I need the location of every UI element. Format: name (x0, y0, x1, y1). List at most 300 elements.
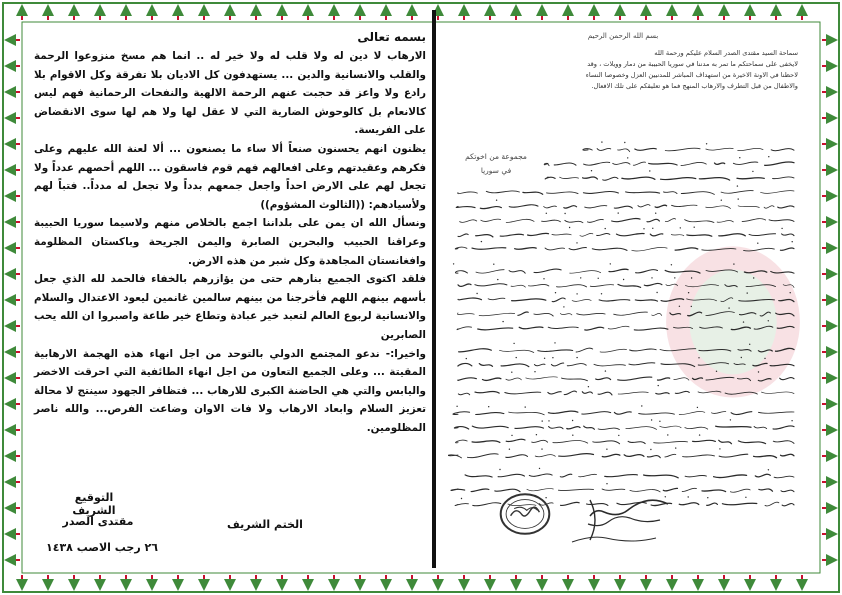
handwriting-stroke (633, 162, 645, 165)
handwriting-stroke (458, 192, 478, 194)
handwriting-dot (651, 419, 652, 420)
handwriting-stroke (614, 412, 631, 414)
handwriting-stroke (603, 177, 618, 180)
handwriting-dot (781, 228, 782, 229)
handwriting-stroke (515, 427, 544, 429)
handwriting-stroke (685, 285, 718, 287)
handwriting-stroke (725, 285, 737, 287)
handwriting-stroke (472, 426, 508, 428)
handwriting-stroke (523, 192, 543, 194)
signature-block (34, 485, 426, 565)
handwriting-stroke (534, 364, 545, 366)
handwriting-stroke (682, 488, 696, 491)
handwriting-dot (643, 228, 644, 229)
handwriting-stroke (534, 313, 553, 316)
handwriting-dot (542, 420, 543, 421)
handwriting-dot (543, 278, 544, 279)
handwriting-dot (548, 420, 549, 421)
handwriting-stroke (719, 454, 748, 457)
handwriting-stroke (562, 378, 588, 381)
handwriting-stroke (548, 411, 578, 413)
handwriting-stroke (644, 475, 679, 478)
handwriting-stroke (737, 378, 750, 380)
paragraph-terrorism: الارهاب لا دين له ولا قلب له ولا خير له .. انما هم مسخ منزوعوا الرحمة والقلب والانسانية والدين ... يستهدفون كل الاديان بلا تفرقة وكل الاقوام بلا رادع ولا واعز قد حجبت عنهم الرحمة الالهية والنفحات الرحمانية فهم ليس كالانعام بل كالوحوش الضارية التي لا عقل لها ولا هم لها سوى الانقضاض على الفريسة. (34, 50, 426, 137)
handwriting-stroke (560, 177, 579, 178)
handwriting-dot (580, 277, 581, 278)
handwriting-stroke (721, 190, 753, 193)
handwriting-stroke (475, 391, 499, 393)
handwriting-stroke (706, 270, 738, 272)
handwriting-stroke (624, 455, 644, 457)
handwriting-dot (730, 419, 731, 420)
handwriting-stroke (780, 248, 794, 250)
handwriting-stroke (774, 476, 794, 478)
handwriting-dot (598, 278, 599, 279)
handwriting-stroke (693, 378, 703, 380)
handwriting-stroke (675, 391, 689, 393)
handwriting-dot (623, 279, 624, 280)
handwriting-dot (466, 358, 467, 359)
handwriting-stroke (679, 412, 705, 415)
handwriting-stroke (557, 285, 587, 287)
handwriting-dot (588, 386, 589, 387)
handwriting-dot (569, 227, 570, 228)
handwriting-stroke (547, 192, 578, 194)
handwriting-dot (671, 264, 672, 265)
handwriting-stroke (483, 378, 501, 380)
paragraph-prayer: ونسأل الله ان يمن على بلداننا اجمع بالخلاص منهم ولاسيما سوريا الحبيبة وعراقنا الحبيب والبحرين الصابرة واليمن الجريحة وباكستان المظلومة وافغانستان المجاهدة وكل شبر من هذه الارض. (34, 217, 426, 267)
handwriting-dot (749, 344, 750, 345)
handwriting-dot (541, 448, 542, 449)
handwriting-stroke (626, 192, 660, 193)
handwriting-stroke (722, 503, 756, 505)
handwriting-dot (576, 293, 577, 294)
handwriting-stroke (584, 426, 595, 429)
handwriting-stroke (599, 300, 630, 301)
handwriting-stroke (638, 205, 650, 207)
handwriting-stroke (679, 503, 699, 505)
handwriting-stroke (458, 393, 469, 395)
handwriting-stroke (481, 219, 501, 221)
handwriting-stroke (655, 205, 667, 207)
handwriting-stroke (647, 219, 659, 222)
handwriting-stroke (544, 206, 557, 208)
handwriting-stroke (528, 284, 549, 286)
handwriting-stroke (618, 149, 630, 152)
handwriting-stroke (761, 392, 794, 394)
handwriting-dot (572, 435, 573, 436)
handwriting-stroke (622, 177, 655, 179)
handwriting-stroke (519, 327, 543, 329)
handwriting-stroke (564, 206, 577, 208)
handwriting-dot (539, 468, 540, 469)
handwriting-dot (606, 449, 607, 450)
handwriting-stroke (501, 364, 529, 367)
handwriting-stroke (618, 392, 648, 394)
handwriting-dot (511, 435, 512, 436)
handwriting-stroke (765, 162, 794, 165)
seal-label: الختم الشريف (227, 518, 303, 531)
handwriting-stroke (711, 411, 725, 413)
handwriting-stroke (635, 300, 657, 301)
handwriting-stroke (771, 149, 794, 151)
handwriting-stroke (670, 313, 681, 315)
handwriting-stroke (661, 299, 684, 301)
handwriting-stroke (511, 285, 525, 287)
handwriting-dot (572, 420, 573, 421)
handwriting-stroke (685, 475, 706, 477)
handwriting-stroke (577, 313, 605, 315)
handwriting-stroke (758, 379, 771, 381)
handwriting-stroke (698, 391, 721, 393)
handwriting-stroke (769, 220, 794, 222)
handwriting-stroke (554, 163, 576, 165)
handwriting-dot (496, 200, 497, 201)
handwriting-dot (656, 292, 657, 293)
handwriting-stroke (617, 233, 645, 235)
handwriting-stroke (583, 192, 618, 194)
handwriting-stroke (534, 269, 561, 273)
handwriting-stroke (738, 441, 765, 444)
handwriting-dot (764, 358, 765, 359)
handwriting-dot (698, 357, 699, 358)
handwriting-stroke (545, 248, 565, 250)
handwriting-dot (691, 277, 692, 278)
handwriting-stroke (706, 206, 731, 209)
handwriting-stroke (500, 350, 534, 352)
handwriting-stroke (564, 391, 576, 395)
handwriting-stroke (737, 178, 764, 179)
handwriting-stroke (498, 474, 524, 476)
handwriting-stroke (479, 364, 492, 367)
handwriting-dot (752, 171, 753, 172)
handwriting-dot (659, 421, 660, 422)
handwriting-stroke (681, 192, 714, 195)
handwriting-dot (601, 141, 602, 142)
handwriting-stroke (759, 489, 773, 491)
handwriting-stroke (548, 392, 561, 394)
basmala-heading: بسمه تعالى (357, 30, 426, 44)
handwriting-stroke (476, 270, 504, 273)
handwriting-dot (649, 170, 650, 171)
handwriting-stroke (782, 504, 794, 506)
handwriting-dot (721, 200, 722, 201)
handwriting-stroke (665, 219, 675, 222)
handwriting-stroke (488, 298, 505, 300)
sender-group-line: في سوريا (480, 166, 512, 175)
handwriting-stroke (700, 327, 723, 328)
handwriting-stroke (656, 393, 669, 394)
paragraph-suffering: فلقد اكتوى الجميع بنارهم حتى من يؤازرهم بالخفاء فالحمد لله الذي جعل بأسهم بينهم اللهم فأخرجنا من بينهم سالمين غانمين ليعود الاعتدال والسلام والانسانية لربوع العالم لتعبد خير عبادة وتطاع خير طاعة واصبروا ان الله يحب الصابرين (34, 273, 426, 341)
handwriting-dot (790, 292, 791, 293)
handwriting-dot (488, 406, 489, 407)
handwriting-dot (606, 483, 607, 484)
scan-question-line: لاحظنا في الاونة الاخيرة من استهداف المباشر للمدنيين العزل وخصوصا النساء (585, 71, 798, 79)
handwritten-signature (560, 490, 680, 550)
handwriting-dot (624, 142, 625, 143)
handwriting-stroke (528, 233, 549, 235)
handwriting-stroke (647, 456, 660, 458)
signature-name: مقتدى الصدر (62, 515, 134, 528)
handwriting-stroke (478, 328, 513, 330)
handwriting-stroke (526, 377, 558, 379)
handwriting-stroke (583, 177, 598, 179)
handwriting-dot (758, 371, 759, 372)
handwriting-stroke (457, 327, 472, 330)
handwriting-stroke (761, 191, 794, 194)
handwriting-stroke (544, 163, 549, 165)
handwriting-stroke (733, 162, 757, 165)
handwriting-stroke (545, 177, 555, 179)
handwriting-stroke (665, 270, 700, 273)
handwriting-stroke (781, 454, 795, 456)
handwriting-dot (753, 277, 754, 278)
handwriting-stroke (753, 363, 767, 366)
handwriting-stroke (598, 428, 619, 429)
handwriting-stroke (480, 207, 501, 209)
handwriting-stroke (771, 271, 794, 273)
handwriting-dot (509, 449, 510, 450)
sender-group (456, 150, 536, 178)
handwriting-stroke (783, 285, 794, 288)
handwriting-stroke (560, 474, 572, 477)
handwriting-stroke (579, 474, 597, 477)
handwriting-stroke (628, 441, 645, 443)
handwriting-stroke (749, 234, 775, 236)
handwriting-stroke (688, 312, 702, 316)
handwriting-dot (791, 420, 792, 421)
handwriting-stroke (509, 205, 538, 207)
handwriting-stroke (632, 247, 667, 251)
handwriting-stroke (505, 392, 541, 394)
handwriting-dot (554, 342, 555, 343)
handwriting-stroke (673, 327, 692, 328)
column-divider (432, 10, 436, 568)
handwriting-dot (641, 405, 642, 406)
handwriting-stroke (582, 392, 592, 394)
handwriting-dot (728, 307, 729, 308)
handwriting-stroke (744, 271, 766, 273)
handwritten-reply (448, 140, 798, 510)
handwriting-stroke (472, 441, 500, 443)
handwriting-dot (618, 212, 619, 213)
handwriting-stroke (699, 349, 731, 351)
paragraph-conclusion: واخيرا:- ندعو المجتمع الدولي بالتوحد من اجل انهاء هذه الهجمة الارهابية المقيتة ... وعلى الجميع التعاون من اجل انهاء الطائفية التي احرقت الاخضر واليابس والتي هي الحاضنة الكبرى للارهاب ... فتظافر الجهود سينتج لا محالة تعزيز السلام وابعاد الارهاب ولا فات الاوان وضاعت الفرص... والله ناصر المظلومين. (34, 347, 426, 434)
handwriting-stroke (776, 313, 794, 316)
handwriting-stroke (458, 234, 468, 237)
typed-letter (34, 30, 426, 560)
handwriting-dot (525, 406, 526, 407)
handwriting-stroke (664, 192, 678, 194)
handwriting-stroke (506, 455, 528, 458)
handwriting-stroke (740, 313, 756, 315)
handwriting-stroke (754, 427, 767, 429)
handwriting-dot (516, 357, 517, 358)
handwriting-stroke (618, 284, 641, 287)
handwriting-dot (456, 406, 457, 407)
handwriting-dot (738, 198, 739, 199)
handwriting-stroke (765, 502, 779, 506)
handwriting-stroke (460, 220, 477, 223)
handwriting-dot (499, 469, 500, 470)
handwriting-dot (719, 448, 720, 449)
handwriting-stroke (451, 489, 465, 490)
handwriting-stroke (565, 220, 583, 222)
handwriting-stroke (742, 219, 766, 222)
handwriting-dot (737, 185, 738, 186)
handwriting-stroke (719, 234, 746, 236)
handwriting-stroke (661, 364, 695, 367)
handwriting-stroke (746, 285, 776, 287)
handwriting-stroke (608, 326, 629, 329)
handwriting-dot (706, 143, 707, 144)
handwriting-stroke (649, 163, 677, 165)
handwriting-dot (694, 227, 695, 228)
handwriting-stroke (687, 299, 717, 301)
scan-question-line: لايخفى على سماحتكم ما تمر به مدننا في سوريا الحبيبة من دمار وويلات ، وقد (587, 60, 798, 68)
handwriting-dot (493, 264, 494, 265)
handwriting-dot (618, 435, 619, 436)
handwriting-stroke (476, 413, 504, 415)
handwriting-stroke (706, 377, 734, 380)
handwriting-stroke (770, 364, 794, 366)
handwriting-stroke (582, 412, 611, 414)
handwriting-stroke (473, 503, 501, 506)
handwriting-stroke (455, 271, 467, 273)
handwriting-stroke (500, 234, 523, 236)
handwriting-stroke (548, 327, 578, 328)
handwriting-stroke (458, 313, 475, 315)
handwriting-stroke (512, 299, 546, 301)
handwriting-stroke (506, 219, 534, 222)
handwriting-stroke (721, 298, 733, 302)
handwriting-stroke (781, 490, 794, 492)
handwriting-dot (453, 263, 454, 264)
handwriting-stroke (602, 454, 620, 457)
seal-stamp (498, 487, 552, 541)
handwriting-dot (513, 343, 514, 344)
handwriting-stroke (687, 235, 712, 236)
handwriting-stroke (585, 327, 604, 330)
handwriting-stroke (779, 299, 794, 301)
handwriting-stroke (560, 314, 572, 315)
handwriting-dot (688, 292, 689, 293)
scan-question (448, 48, 798, 92)
handwriting-stroke (455, 504, 468, 506)
handwriting-stroke (552, 234, 571, 235)
handwriting-dot (733, 263, 734, 264)
handwriting-stroke (458, 284, 471, 286)
handwriting-stroke (458, 363, 472, 366)
handwriting-stroke (665, 148, 700, 151)
handwriting-stroke (567, 364, 586, 366)
handwriting-stroke (706, 312, 735, 316)
handwriting-stroke (538, 350, 573, 352)
handwriting-stroke (456, 440, 468, 443)
handwriting-stroke (773, 441, 794, 444)
signature-title: التوقيع الشريف (72, 491, 116, 517)
handwriting-stroke (738, 206, 759, 208)
handwriting-dot (675, 447, 676, 448)
handwriting-stroke (681, 162, 706, 165)
handwriting-stroke (567, 427, 580, 429)
handwriting-stroke (569, 247, 586, 249)
handwriting-stroke (778, 206, 794, 208)
scanned-letter (448, 32, 798, 566)
handwriting-stroke (635, 148, 657, 150)
handwriting-stroke (666, 284, 678, 286)
handwriting-stroke (600, 349, 626, 352)
handwriting-dot (605, 370, 606, 371)
handwriting-stroke (739, 299, 775, 301)
handwriting-stroke (782, 234, 795, 236)
handwriting-stroke (665, 454, 676, 457)
handwriting-stroke (780, 378, 794, 380)
handwriting-stroke (630, 349, 657, 351)
handwriting-stroke (707, 503, 718, 505)
handwriting-dot (605, 228, 606, 229)
handwriting-stroke (535, 455, 555, 457)
handwriting-dot (511, 372, 512, 373)
handwriting-stroke (529, 474, 552, 476)
handwriting-stroke (685, 427, 708, 429)
handwriting-stroke (715, 163, 725, 164)
handwriting-dot (546, 213, 547, 214)
handwriting-stroke (580, 233, 593, 236)
handwriting-stroke (605, 474, 638, 476)
handwriting-dot (564, 213, 565, 214)
handwriting-stroke (654, 441, 688, 443)
handwriting-stroke (572, 300, 591, 302)
handwriting-stroke (596, 378, 611, 380)
handwriting-dot (576, 357, 577, 358)
handwriting-stroke (717, 220, 733, 222)
handwriting-stroke (755, 474, 770, 477)
handwriting-stroke (476, 235, 493, 237)
handwriting-stroke (570, 271, 601, 274)
handwriting-dot (792, 241, 793, 242)
handwriting-dot (768, 156, 769, 157)
handwriting-dot (674, 277, 675, 278)
scan-basmala: بسم الله الرحمن الرحيم (587, 32, 659, 40)
handwriting-stroke (754, 326, 773, 329)
handwriting-dot (601, 293, 602, 294)
handwriting-stroke (675, 248, 698, 250)
handwriting-stroke (734, 363, 745, 364)
handwriting-stroke (777, 326, 794, 328)
handwriting-dot (757, 243, 758, 244)
handwriting-stroke (551, 363, 563, 366)
handwriting-stroke (660, 426, 681, 428)
handwriting-stroke (629, 363, 655, 365)
handwriting-dot (741, 357, 742, 358)
handwriting-stroke (506, 439, 525, 441)
handwriting-stroke (671, 235, 684, 236)
handwriting-stroke (614, 312, 648, 315)
handwriting-stroke (706, 148, 733, 150)
handwriting-stroke (458, 298, 482, 300)
handwriting-stroke (590, 285, 613, 287)
handwriting-dot (697, 407, 698, 408)
handwriting-dot (747, 292, 748, 293)
handwriting-stroke (552, 298, 565, 302)
handwriting-stroke (597, 148, 611, 150)
handwriting-dot (691, 306, 692, 307)
paragraph-curse: يظنون انهم يحسنون صنعاً ألا ساء ما يصنعون ... ألا لعنة الله عليهم وعلى فكرهم وعقيدتهم وعلى افعالهم فهم قوم فاسقون ... اللهم أحصهم عدداً ولا تجعل لهم على الارض احداً واجعل جمعهم بدداً ولا تجعل له مدداً.. فتباً لهم ولأسيادهم: ((الثالوث المشؤوم)) (34, 142, 426, 211)
handwriting-stroke (776, 348, 795, 351)
handwriting-stroke (613, 163, 630, 165)
handwriting-stroke (542, 220, 561, 222)
